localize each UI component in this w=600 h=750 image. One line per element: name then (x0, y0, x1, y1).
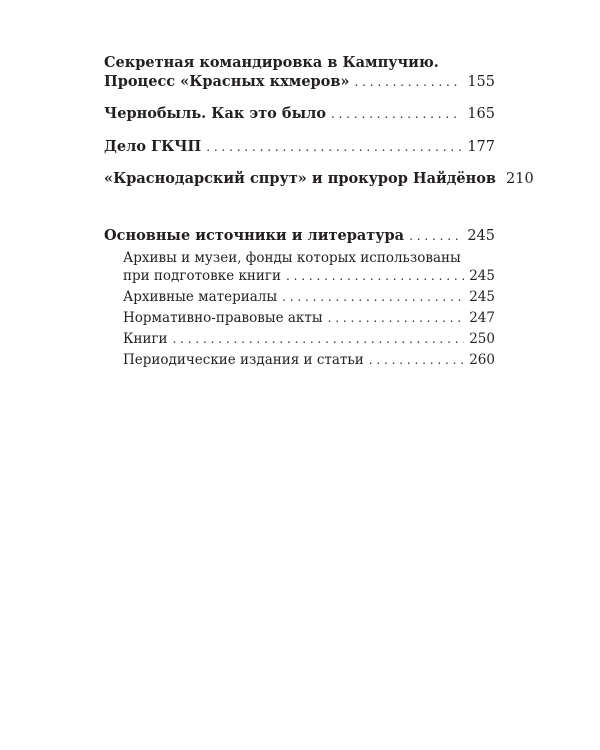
toc-subentry-legal-acts (123, 309, 495, 327)
toc-subentry-title: Архивные материалы (123, 289, 278, 305)
toc-entry-title: Чернобыль. Как это было (104, 105, 326, 122)
toc-page-number: 247 (469, 310, 495, 326)
dot-leader (173, 330, 465, 348)
toc-page-number: 245 (469, 289, 495, 305)
toc-subentry-title: Нормативно-правовые акты (123, 310, 323, 326)
toc-entry-sources (104, 227, 495, 245)
toc-page-number: 210 (506, 171, 534, 187)
toc-page-number: 245 (467, 228, 495, 244)
toc-subentry-title: Книги (123, 331, 168, 347)
dot-leader (286, 267, 464, 285)
toc-entry-krasnodar (104, 170, 534, 188)
toc-page-number: 177 (467, 139, 495, 155)
toc-subentry-books (123, 330, 495, 348)
toc-entry-chernobyl (104, 105, 495, 123)
toc-subentry-title: при подготовке книги (123, 268, 281, 284)
toc-subentry-title: Периодические издания и статьи (123, 352, 364, 368)
toc-entry-kampuchea-line1: Секретная командировка в Кампучию. (104, 54, 439, 71)
dot-leader (282, 288, 464, 306)
toc-entry-title: Дело ГКЧП (104, 138, 202, 155)
toc-page-number: 245 (469, 268, 495, 284)
dot-leader (328, 309, 465, 327)
toc-subentry-archives-line1: Архивы и музеи, фонды которых использованы (123, 250, 461, 266)
toc-subentry-periodicals (123, 351, 495, 369)
dot-leader (331, 105, 462, 123)
dot-leader (409, 227, 462, 245)
toc-entry-title: Основные источники и литература (104, 227, 405, 244)
toc-page-number: 165 (467, 106, 495, 122)
toc-entry-gkchp (104, 138, 495, 156)
dot-leader (369, 351, 464, 369)
toc-subentry-archives (123, 267, 495, 285)
dot-leader (206, 138, 462, 156)
toc-page-number: 260 (469, 352, 495, 368)
toc-entry-title: Процесс «Красных кхмеров» (104, 73, 350, 90)
toc-page-number: 155 (467, 74, 495, 90)
dot-leader (355, 73, 463, 91)
toc-entry-title: «Краснодарский спрут» и прокурор Найдёнов (104, 170, 496, 187)
toc-page-number: 250 (469, 331, 495, 347)
toc-subentry-archival-materials (123, 288, 495, 306)
toc-entry-kampuchea (104, 73, 495, 91)
